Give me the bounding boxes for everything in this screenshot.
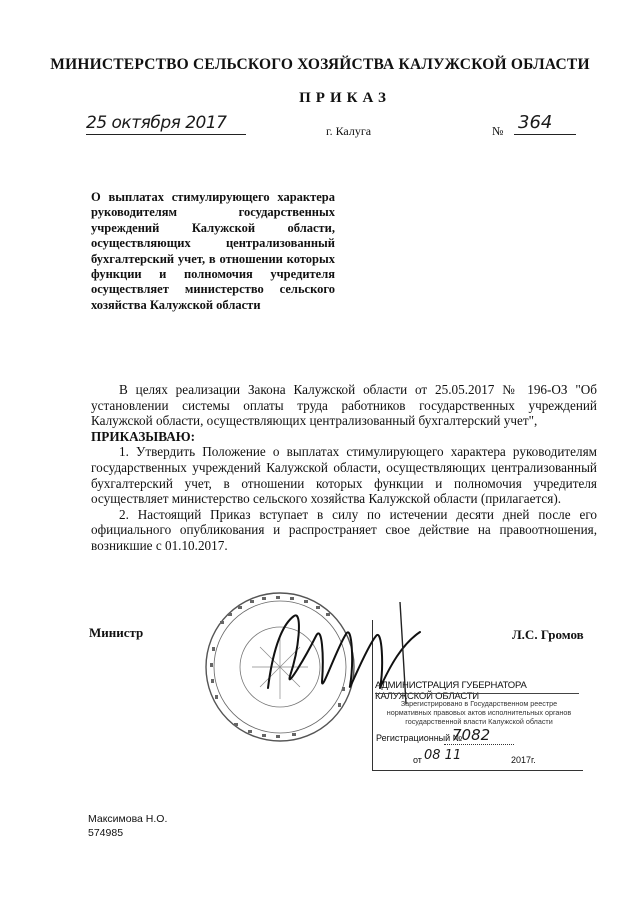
executor-phone: 574985 [88,827,124,839]
order-subject: О выплатах стимулирующего характера руководителям государственных учреждений Калужской области, осуществляющих централизованный бухгалтерский учет, в отношении которых функции и полномочия учредителя осуществляет министерство сельского хозяйства Калужской области [91,190,335,312]
order-item-2: 2. Настоящий Приказ вступает в силу по истечении десяти дней после его официального опубликования и распространяет свое действие на правоотношения, возникшие с 01.10.2017. [91,506,597,553]
number-underline [514,134,576,135]
executor-block [88,812,167,840]
preamble: В целях реализации Закона Калужской области от 25.05.2017 № 196-ОЗ "Об установлении системы оплаты труда работников государственных учреждений Калужской области, осуществляющих централизованный бухгалтерский учет", [91,382,597,429]
signer-name: Л.С. Громов [512,627,584,642]
order-item-1: 1. Утвердить Положение о выплатах стимулирующего характера руководителям государственных учреждений Калужской области, осуществляющих централизованный бухгалтерский учет, в отношении которых функции и полномочия учредителя осуществляет министерство сельского хозяйства Калужской области (прилагается). [91,444,597,507]
handwritten-signature-icon [250,596,435,706]
registration-title: АДМИНИСТРАЦИЯ ГУБЕРНАТОРА КАЛУЖСКОЙ ОБЛАСТИ [375,680,527,702]
city: г. Калуга [326,124,372,138]
number-label: № [492,124,504,138]
registration-text: Зарегистрировано в Государственном реестре нормативных правовых актов исполнительных органов государственной власти Калужской области [386,699,572,726]
date-underline [86,134,246,135]
registration-date: 08 11 [424,748,462,763]
registration-year: 2017г. [511,755,536,765]
registration-from-label: от [413,755,422,765]
handwritten-date: 25 октября 2017 [86,113,227,133]
order-body [91,382,597,554]
registration-number-line [444,744,514,745]
signer-position: Министр [89,625,144,640]
document-type: ПРИКАЗ [299,90,391,106]
ministry-name: МИНИСТЕРСТВО СЕЛЬСКОГО ХОЗЯЙСТВА КАЛУЖСКОЙ ОБЛАСТИ [50,56,590,73]
registration-number: 7082 [452,726,491,744]
registration-number-label: Регистрационный № [376,733,463,743]
handwritten-number: 364 [518,112,553,133]
order-word: ПРИКАЗЫВАЮ: [91,428,195,444]
executor-name: Максимова Н.О. [88,813,168,825]
